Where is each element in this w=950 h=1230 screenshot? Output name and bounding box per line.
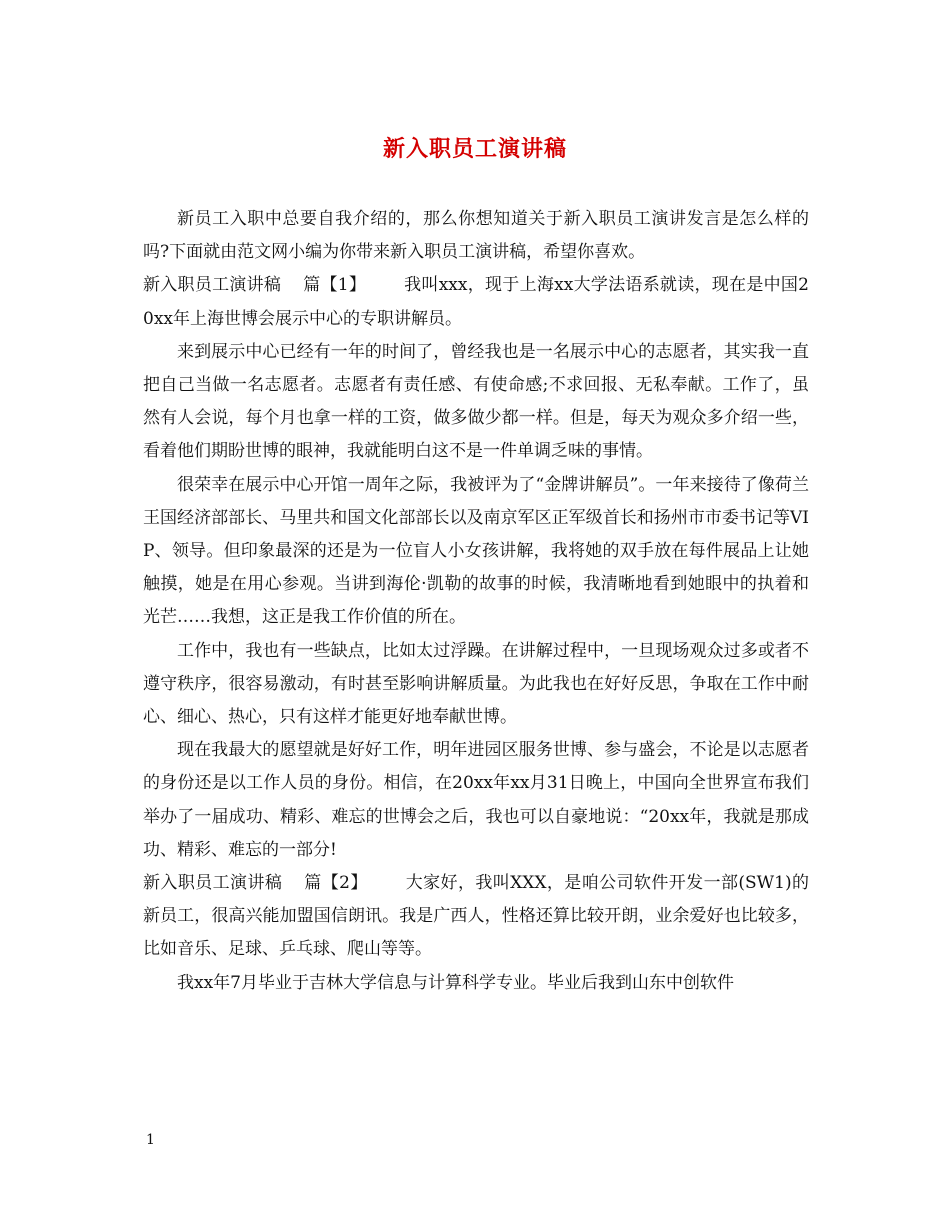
intro-paragraph: 新员工入职中总要自我介绍的，那么你想知道关于新入职员工演讲发言是怎么样的吗?下面就由范文网小编为你带来新入职员工演讲稿，希望你喜欢。 [143,209,809,263]
speech1-paragraph-4: 现在我最大的愿望就是好好工作，明年进园区服务世博、参与盛会，不论是以志愿者的身份还是以工作人员的身份。相信，在20xx年xx月31日晚上，中国向全世界宣布我们举办了一届成功、精彩、难忘的世博会之后，我也可以自豪地说：“20xx年，我就是那成功、精彩、难忘的一部分! [143,740,809,860]
speech2-number: 篇【2】 [304,873,368,894]
speech1-paragraph-1: 来到展示中心已经有一年的时间了，曾经我也是一名展示中心的志愿者，其实我一直把自己当做一名志愿者。志愿者有责任感、有使命感;不求回报、无私奉献。工作了，虽然有人会说，每个月也拿一样的工资，做多做少都一样。但是，每天为观众多介绍一些，看着他们期盼世博的眼神，我就能明白这不是一件单调乏味的事情。 [143,341,809,462]
document-body [143,203,809,1000]
speech2-opening: 大家好，我叫XXX，是咱公司软件开发一部(SW1)的新员工，很高兴能加盟国信朗讯。我是广西人，性格还算比较开朗，业余爱好也比较多，比如音乐、足球、乒乓球、爬山等等。 [143,873,809,960]
speech1-paragraph-2: 很荣幸在展示中心开馆一周年之际，我被评为了“金牌讲解员”。一年来接待了像荷兰王国经济部部长、马里共和国文化部部长以及南京军区正军级首长和扬州市市委书记等VIP、领导。但印象最深的还是为一位盲人小女孩讲解，我将她的双手放在每件展品上让她触摸，她是在用心参观。当讲到海伦·凯勒的故事的时候，我清晰地看到她眼中的执着和光芒……我想，这正是我工作价值的所在。 [143,474,809,628]
page-number: 1 [146,1132,155,1148]
speech2-opening-paragraph [143,867,809,967]
speech1-paragraph-3: 工作中，我也有一些缺点，比如太过浮躁。在讲解过程中，一旦现场观众过多或者不遵守秩序，很容易激动，有时甚至影响讲解质量。为此我也在好好反思，争取在工作中耐心、细心、热心，只有这样才能更好地奉献世博。 [143,640,809,728]
speech1-opening-paragraph [143,269,809,335]
speech2-paragraph-1: 我xx年7月毕业于吉林大学信息与计算科学专业。毕业后我到山东中创软件 [177,972,734,993]
document-title: 新入职员工演讲稿 [382,136,567,162]
speech1-opening: 我叫xxx，现于上海xx大学法语系就读，现在是中国20xx年上海世博会展示中心的专职讲解员。 [143,275,809,329]
speech2-heading: 新入职员工演讲稿 [143,873,283,894]
speech1-heading: 新入职员工演讲稿 [143,275,282,296]
speech1-number: 篇【1】 [303,275,367,296]
